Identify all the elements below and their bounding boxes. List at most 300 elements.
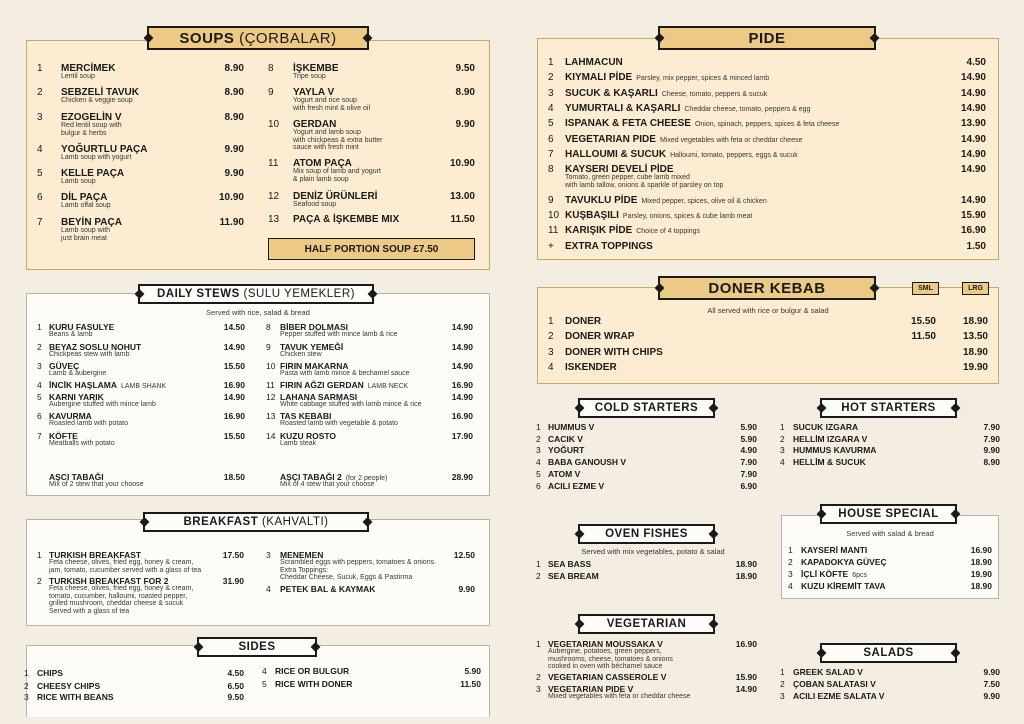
stews-subtitle: (SULU YEMEKLER) — [243, 288, 355, 300]
item-name — [565, 149, 798, 161]
menu-item — [37, 361, 245, 379]
item-number: 1 — [37, 63, 43, 74]
menu-item — [780, 422, 1000, 434]
item-number: 4 — [788, 581, 793, 591]
item-number: 3 — [24, 692, 29, 702]
item-number: 2 — [548, 72, 554, 83]
oven-fishes-note: Served with mix vegetables, potato & salad — [581, 547, 725, 556]
menu-item — [266, 411, 473, 429]
item-number: 1 — [548, 316, 554, 327]
item-price: 14.90 — [960, 88, 986, 99]
item-name — [565, 210, 752, 222]
item-description: Lamb & aubergine — [49, 370, 107, 377]
item-number: 9 — [548, 195, 554, 206]
item-price: 11.50 — [460, 679, 481, 689]
item-name-text: DONER WITH CHIPS — [565, 347, 663, 358]
item-number: 4 — [780, 457, 785, 468]
item-price: 16.90 — [223, 411, 245, 421]
item-number: 8 — [548, 164, 554, 175]
item-name — [548, 559, 591, 570]
item-name-text: HELLİM IZGARA V — [793, 433, 868, 444]
menu-item — [780, 457, 1000, 469]
hot-starters-title — [820, 398, 957, 418]
item-price: 14.50 — [223, 322, 245, 332]
item-name-text: BABA GANOUSH V — [548, 457, 627, 468]
item-description: Seafood soup — [293, 201, 337, 208]
item-name-text: VEGETARIAN MOUSSAKA V — [548, 639, 663, 649]
item-name-text: ÇOBAN SALATASI V — [793, 679, 876, 689]
item-price: 1.50 — [966, 241, 986, 252]
menu-item — [548, 164, 986, 189]
menu-item — [268, 158, 475, 183]
menu-item — [788, 581, 992, 593]
item-name — [565, 103, 810, 115]
item-number: 7 — [37, 431, 42, 441]
item-number: 1 — [788, 545, 793, 555]
house-special-note: Served with salad & bread — [846, 529, 934, 538]
item-name-text: CACIK V — [548, 433, 583, 444]
item-description: Yogurt and lamb soup with chickpeas & extra butter sauce with fresh mint — [293, 129, 383, 151]
item-name-text: KÖFTE — [49, 431, 78, 441]
item-name-text: DİL PAÇA — [61, 192, 108, 203]
item-number: 2 — [37, 576, 42, 586]
item-name-text: CHIPS — [37, 668, 63, 678]
menu-item — [536, 672, 757, 684]
breakfast-title — [143, 512, 369, 532]
menu-item — [37, 392, 245, 410]
item-price: 5.90 — [740, 433, 757, 444]
menu-item — [268, 63, 475, 80]
menu-item — [266, 342, 473, 360]
item-number: 2 — [536, 433, 541, 444]
item-number: + — [548, 241, 554, 252]
item-number: 4 — [548, 103, 554, 114]
item-description: Lamb soup — [61, 178, 96, 185]
menu-item — [37, 168, 244, 185]
soups-title-text: SOUPS — [179, 29, 235, 47]
item-price: 8.90 — [224, 112, 244, 123]
item-name-text: RICE WITH BEANS — [37, 692, 114, 702]
menu-item — [548, 195, 986, 207]
item-name — [565, 225, 700, 237]
item-number: 3 — [780, 445, 785, 456]
item-name — [565, 72, 769, 84]
item-price: 9.90 — [458, 584, 475, 594]
item-price: 16.90 — [970, 545, 992, 555]
item-name-text: LAHMACUN — [565, 57, 623, 68]
item-price: 7.90 — [983, 433, 1000, 444]
item-number: 11 — [268, 158, 279, 169]
item-name-text: FIRIN AĞZI GERDAN — [280, 380, 364, 390]
item-name-text: HUMMUS KAVURMA — [793, 445, 877, 456]
item-name — [565, 331, 634, 342]
item-price: 14.90 — [451, 392, 473, 402]
item-description: Tomato, green pepper, cube lamb mixed with lamb tallow, onions & sparkle of parsley on top — [565, 174, 724, 189]
vegetarian-title-text: VEGETARIAN — [606, 618, 687, 630]
menu-item — [24, 692, 244, 704]
item-number: 8 — [266, 322, 271, 332]
menu-item — [780, 667, 1000, 679]
item-price: 4.50 — [227, 668, 244, 678]
item-number: 3 — [37, 361, 42, 371]
item-name — [565, 195, 767, 207]
item-description: Lamb soup with just brain meat — [61, 227, 111, 242]
item-name-text: KIYMALI PİDE — [565, 72, 633, 83]
item-description: Roasted lamb with potato — [49, 420, 128, 427]
item-inline-note: Cheese, tomato, peppers & sucuk — [661, 91, 768, 98]
item-number: 14 — [266, 431, 276, 441]
item-name — [565, 118, 839, 130]
oven-fishes-title-text: OVEN FISHES — [605, 528, 688, 540]
item-name — [793, 679, 876, 690]
item-name-text: DONER WRAP — [565, 331, 635, 342]
item-price: 9.90 — [455, 119, 475, 130]
menu-item — [37, 192, 244, 209]
item-price: 18.90 — [735, 571, 757, 581]
item-price-small: 11.50 — [911, 331, 936, 342]
item-number: 1 — [548, 57, 554, 68]
oven-fishes-title — [578, 524, 715, 544]
menu-item — [536, 481, 757, 493]
item-number: 7 — [548, 149, 554, 160]
item-description: Beans & lamb — [49, 331, 93, 338]
item-number: 3 — [788, 569, 793, 579]
item-inline-note: Parsley, mix pepper, spices & minced lamb — [636, 75, 770, 82]
item-number: 12 — [266, 392, 276, 402]
item-price-large: 13.50 — [962, 331, 988, 342]
menu-item — [548, 347, 988, 359]
menu-item — [37, 342, 245, 360]
menu-item — [788, 545, 992, 557]
item-name-text: VEGETARIAN PIDE V — [548, 684, 634, 694]
menu-item — [536, 434, 757, 446]
item-number: 1 — [780, 422, 785, 432]
item-price: 18.90 — [735, 559, 757, 569]
item-description: Lamb steak — [280, 440, 317, 447]
item-name — [801, 557, 887, 568]
item-price: 16.90 — [735, 639, 757, 649]
item-number: 4 — [266, 584, 271, 594]
item-name — [565, 362, 617, 373]
item-number: 2 — [536, 571, 541, 581]
item-price: 18.90 — [970, 581, 992, 591]
item-name-text: SEBZELİ TAVUK — [61, 87, 139, 98]
menu-item — [548, 103, 986, 115]
menu-item — [37, 87, 244, 104]
item-inline-note: Choice of 4 toppings — [636, 228, 701, 235]
menu-item — [24, 668, 244, 680]
item-name-text: RICE OR BULGUR — [275, 666, 350, 676]
menu-item — [548, 225, 986, 237]
item-name-text: SEA BASS — [548, 559, 592, 569]
item-number: 5 — [37, 392, 42, 402]
item-name-text: TURKISH BREAKFAST FOR 2 — [49, 576, 169, 586]
doner-title-text: DONER KEBAB — [708, 279, 826, 297]
item-name-text: TAS KEBABI — [280, 411, 332, 421]
item-description: Meatballs with potato — [49, 440, 115, 447]
item-name — [548, 457, 626, 468]
item-price: 13.90 — [960, 118, 986, 129]
item-number: 2 — [780, 679, 785, 689]
doner-small-tag: SML — [912, 282, 939, 295]
item-price: 7.90 — [740, 468, 757, 479]
pide-title — [658, 26, 876, 50]
menu-item — [548, 134, 986, 146]
item-description: Lamb soup with yogurt — [61, 154, 132, 161]
menu-item — [788, 569, 992, 581]
item-price: 5.90 — [740, 422, 757, 432]
menu-item — [788, 557, 992, 569]
item-description: Chicken & veggie soup — [61, 97, 133, 104]
item-name — [565, 316, 601, 327]
menu-item — [266, 431, 473, 449]
item-name-text: KUZU ROSTO — [280, 431, 337, 441]
item-price: 28.90 — [451, 472, 473, 482]
menu-item — [37, 144, 244, 161]
doner-note: All served with rice or bulgur & salad — [707, 306, 829, 315]
item-price: 18.90 — [970, 557, 992, 567]
item-number: 1 — [37, 550, 42, 560]
item-name — [548, 469, 580, 480]
item-price: 16.90 — [223, 380, 245, 390]
item-number: 13 — [266, 411, 276, 421]
item-name — [793, 445, 876, 456]
item-name — [793, 691, 884, 702]
item-description: Mix soup of lamb and yogurt & plain lamb soup — [293, 168, 381, 183]
item-number: 5 — [536, 468, 541, 479]
item-price: 9.90 — [983, 667, 1000, 677]
item-price: 7.50 — [983, 679, 1000, 689]
item-number: 9 — [266, 342, 271, 352]
item-name-text: PETEK BAL & KAYMAK — [280, 584, 376, 594]
item-price: 14.90 — [960, 134, 986, 145]
item-name-text: RICE WITH DONER — [275, 679, 353, 689]
item-name — [793, 422, 858, 433]
item-price: 14.90 — [960, 164, 986, 175]
item-number: 5 — [548, 118, 554, 129]
item-name — [565, 241, 653, 252]
item-number: 2 — [536, 672, 541, 682]
item-name-text: LAHANA SARMASI — [280, 392, 358, 402]
item-name-text: KAPADOKYA GÜVEÇ — [801, 557, 887, 567]
item-number: 6 — [536, 480, 541, 491]
item-name-text: HALLOUMI & SUCUK — [565, 149, 667, 160]
menu-item — [266, 361, 473, 379]
item-name-text: HUMMUS V — [548, 422, 595, 432]
item-price: 9.90 — [983, 691, 1000, 701]
item-name — [801, 581, 886, 592]
item-price: 5.90 — [464, 666, 481, 676]
item-price: 6.90 — [740, 480, 757, 491]
menu-item — [780, 434, 1000, 446]
item-price: 7.90 — [740, 457, 757, 468]
menu-item — [780, 679, 1000, 691]
item-price: 14.90 — [735, 684, 757, 694]
soups-subtitle: (ÇORBALAR) — [239, 29, 337, 47]
item-price-small: 15.50 — [910, 316, 936, 327]
item-description: Feta cheese, olives, fried egg, honey & cream, tomato, cucumber, halloumi, roasted pepper, grilled mushroom, cheddar cheese & sucuk Served with a glass of tea — [49, 585, 194, 615]
item-number: 2 — [37, 87, 43, 98]
item-number: 10 — [268, 119, 280, 130]
menu-item — [548, 57, 986, 69]
menu-item — [780, 691, 1000, 703]
item-name-text: ATOM V — [548, 468, 581, 479]
item-name-text: ISKENDER — [565, 362, 617, 373]
item-name-text: BİBER DOLMASI — [280, 322, 348, 332]
menu-item — [37, 550, 244, 574]
item-price: 14.90 — [960, 72, 986, 83]
item-price: 15.90 — [960, 210, 986, 221]
item-name — [548, 434, 583, 445]
item-name — [49, 380, 166, 392]
item-name — [565, 57, 623, 68]
item-number: 6 — [37, 192, 43, 203]
item-price: 12.50 — [453, 550, 475, 560]
item-price: 10.90 — [218, 192, 244, 203]
item-number: 6 — [548, 134, 554, 145]
menu-item — [262, 666, 481, 678]
item-price: 14.90 — [223, 342, 245, 352]
item-name-text: VEGETARIAN PIDE — [565, 134, 656, 145]
item-number: 3 — [780, 691, 785, 701]
item-price: 15.50 — [223, 431, 245, 441]
item-description: Chicken stew — [280, 351, 322, 358]
stews-note: Served with rice, salad & bread — [206, 308, 310, 317]
item-number: 2 — [780, 433, 785, 444]
item-name-text: KARIŞIK PİDE — [565, 225, 633, 236]
item-number: 3 — [536, 445, 541, 456]
item-price: 15.90 — [735, 672, 757, 682]
item-description: Lamb offal soup — [61, 202, 111, 209]
item-name-text: PAÇA & İŞKEMBE MIX — [293, 214, 400, 225]
item-name-text: KAYSERI DEVELİ PİDE — [565, 164, 674, 175]
item-name-text: EXTRA TOPPINGS — [565, 241, 653, 252]
item-inline-note: LAMB SHANK — [121, 383, 167, 390]
item-number: 4 — [37, 380, 42, 390]
item-number: 9 — [268, 87, 274, 98]
menu-item — [262, 679, 481, 691]
item-number: 1 — [37, 322, 42, 332]
item-number: 10 — [548, 210, 560, 221]
item-number: 11 — [266, 380, 275, 390]
item-name — [280, 584, 375, 595]
item-name — [801, 545, 867, 556]
item-name-text: MENEMEN — [280, 550, 324, 560]
item-name-text: SEA BREAM — [548, 571, 599, 581]
menu-item — [268, 214, 475, 226]
item-name-text: DENİZ ÜRÜNLERİ — [293, 191, 378, 202]
item-description: Roasted lamb with vegetable & potato — [280, 420, 398, 427]
menu-item — [37, 576, 244, 615]
item-price: 19.90 — [970, 569, 992, 579]
item-price: 8.90 — [224, 63, 244, 74]
sides-title-text: SIDES — [238, 641, 276, 653]
item-price: 9.90 — [224, 168, 244, 179]
menu-item — [536, 571, 757, 583]
item-price: 14.90 — [223, 392, 245, 402]
menu-item — [536, 457, 757, 469]
item-inline-note: Mixed vegetables with feta or cheddar cheese — [659, 137, 803, 144]
menu-item — [548, 72, 986, 84]
item-description: White cabbage stuffed with lamb mince & rice — [280, 401, 422, 408]
item-price-large: 18.90 — [962, 347, 988, 358]
item-name-text: ACILI EZME SALATA V — [793, 691, 885, 701]
item-price: 14.90 — [451, 322, 473, 332]
item-description: Aubergine, potatoes, green peppers, mushrooms, cheese, tomatoes & onions cooked in oven with béchamel sauce — [548, 648, 673, 670]
item-name-text: KAYSERİ MANTI — [801, 545, 868, 555]
item-name-text: GERDAN — [293, 119, 337, 130]
menu-item — [780, 445, 1000, 457]
item-name-text: TAVUK YEMEĞİ — [280, 342, 344, 352]
menu-item — [536, 422, 757, 434]
breakfast-subtitle: (KAHVALTI) — [261, 516, 329, 528]
item-name-text: KELLE PAÇA — [61, 168, 125, 179]
house-special-title — [820, 504, 957, 524]
item-price: 16.90 — [451, 380, 473, 390]
item-price: 18.50 — [223, 472, 245, 482]
item-name — [793, 667, 863, 678]
item-number: 5 — [37, 168, 43, 179]
item-price: 16.90 — [451, 411, 473, 421]
item-name-text: KUŞBAŞILI — [565, 210, 619, 221]
item-number: 6 — [37, 411, 42, 421]
item-description: Lentil soup — [61, 73, 95, 80]
item-price: 4.50 — [966, 57, 986, 68]
item-name-text: KURU FASULYE — [49, 322, 115, 332]
item-price: 8.90 — [224, 87, 244, 98]
item-number: 2 — [788, 557, 793, 567]
menu-item — [548, 241, 986, 253]
item-number: 3 — [37, 112, 43, 123]
item-number: 7 — [37, 217, 43, 228]
menu-item — [266, 584, 475, 596]
item-number: 2 — [37, 342, 42, 352]
item-inline-note: Cheddar cheese, tomato, peppers & egg — [684, 106, 811, 113]
item-price: 17.50 — [222, 550, 244, 560]
menu-item — [37, 63, 244, 80]
salads-title — [820, 643, 957, 663]
menu-item — [548, 149, 986, 161]
menu-item — [536, 445, 757, 457]
item-price: 15.50 — [223, 361, 245, 371]
item-number: 11 — [548, 225, 559, 236]
item-name-text: KAVURMA — [49, 411, 92, 421]
item-inline-note: 6pcs — [852, 572, 868, 579]
item-number: 8 — [268, 63, 274, 74]
item-number: 1 — [24, 668, 29, 678]
item-name-text: KUZU KİREMİT TAVA — [801, 581, 886, 591]
item-number: 4 — [536, 457, 541, 468]
item-name-text: SUCUK & KAŞARLI — [565, 88, 658, 99]
item-description: Scrambled eggs with peppers, tomatoes & onions. Extra Toppings: Cheddar Cheese, Sucuk, Eggs & Pastirma — [280, 559, 437, 581]
item-description: Chickpeas stew with lamb — [49, 351, 130, 358]
item-name-text: AŞCI TABAĞI — [49, 472, 104, 482]
item-inline-note: Halloumi, tomato, peppers, eggs & sucuk — [670, 152, 798, 159]
cold-starters-title — [578, 398, 715, 418]
menu-item — [548, 118, 986, 130]
item-name — [548, 571, 599, 582]
item-name-text: AŞÇI TABAĞI 2 — [280, 472, 342, 482]
menu-item — [37, 472, 245, 490]
item-number: 12 — [268, 191, 280, 202]
item-number: 1 — [536, 422, 541, 432]
item-name — [293, 214, 399, 225]
salads-title-text: SALADS — [863, 647, 914, 659]
item-name-text: YAYLA V — [293, 87, 335, 98]
hot-starters-title-text: HOT STARTERS — [841, 402, 936, 414]
item-name — [565, 134, 802, 146]
item-name — [37, 681, 100, 692]
